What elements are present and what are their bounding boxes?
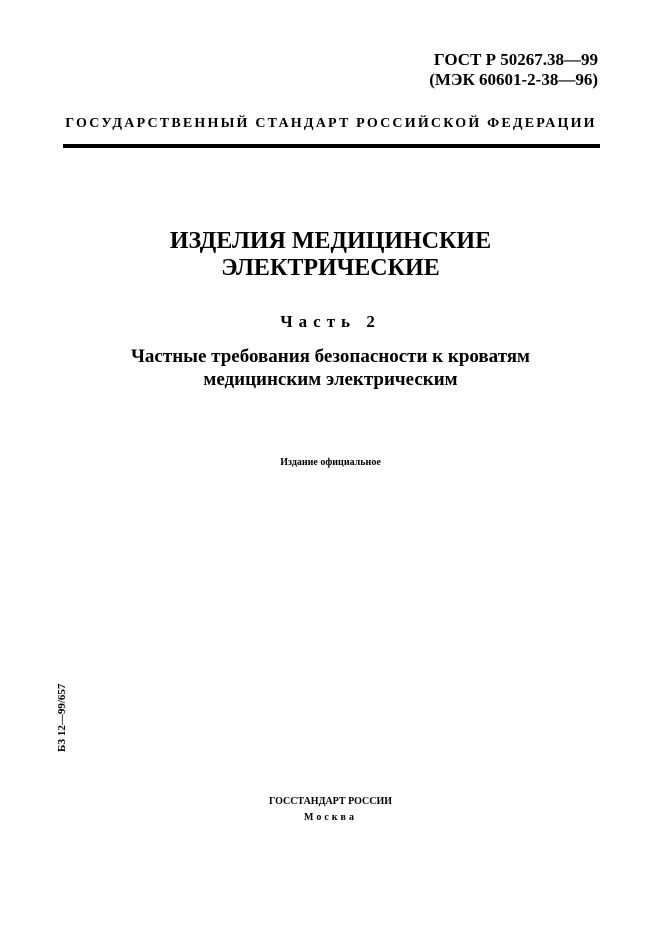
document-title (0, 228, 661, 282)
standard-number-block (429, 50, 598, 90)
publication-city: Москва (304, 812, 357, 823)
publisher-name: ГОССТАНДАРТ РОССИИ (268, 796, 393, 807)
document-title-line-1: ИЗДЕЛИЯ МЕДИЦИНСКИЕ (169, 228, 492, 254)
header-rule (63, 144, 600, 148)
document-subtitle-line-2: медицинским электрическим (203, 369, 458, 390)
iec-number: (МЭК 60601-2-38—96) (429, 70, 598, 89)
document-title-line-2: ЭЛЕКТРИЧЕСКИЕ (221, 255, 440, 281)
standard-number: ГОСТ Р 50267.38—99 (433, 50, 598, 69)
state-standard-heading: ГОСУДАРСТВЕННЫЙ СТАНДАРТ РОССИЙСКОЙ ФЕДЕРАЦИИ (65, 116, 597, 131)
part-label: Часть (280, 312, 357, 331)
edition-note: Издание официальное (280, 457, 381, 468)
part-heading (0, 312, 661, 332)
part-number: 2 (366, 312, 381, 331)
side-registration-code: БЗ 12—99/657 (56, 683, 68, 752)
document-subtitle (0, 345, 661, 391)
document-subtitle-line-1: Частные требования безопасности к кроватям (130, 346, 530, 367)
